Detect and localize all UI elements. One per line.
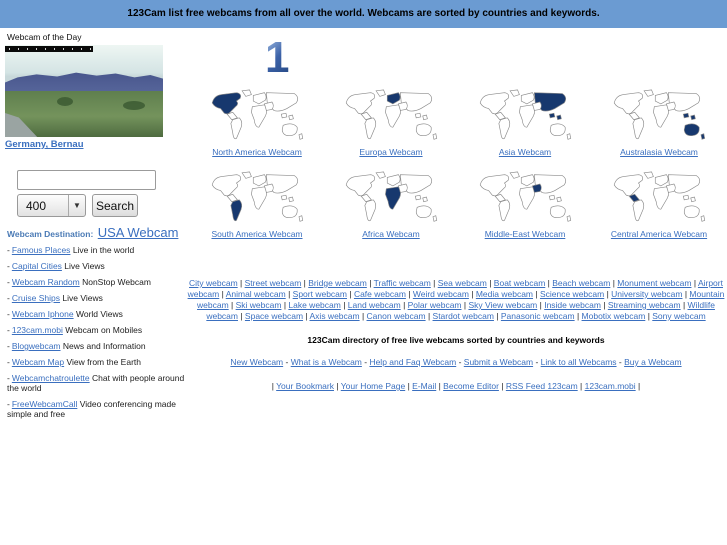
directory-tagline: 123Cam directory of free live webcams sorted by countries and keywords <box>307 335 605 345</box>
separator: | <box>281 300 289 310</box>
separator: | <box>682 289 690 299</box>
search-input[interactable] <box>17 170 156 190</box>
keyword-link[interactable]: Streaming webcam <box>607 300 681 310</box>
keyword-link[interactable]: Panasonic webcam <box>500 311 575 321</box>
region-cell <box>592 88 726 168</box>
separator: | <box>340 300 348 310</box>
nav-link[interactable]: What is a Webcam <box>290 357 362 367</box>
webcam-of-day-title: Webcam of the Day <box>7 32 82 42</box>
sidebar-link[interactable]: Famous Places <box>11 245 71 255</box>
separator: | <box>577 381 585 391</box>
nav-link[interactable]: Submit a Webcam <box>463 357 534 367</box>
keyword-link[interactable]: Sea webcam <box>437 278 487 288</box>
sidebar-link[interactable]: Blogwebcam <box>11 341 61 351</box>
footer-link[interactable]: Become Editor <box>443 381 499 391</box>
sidebar-list-item <box>7 293 187 303</box>
keyword-link[interactable]: Wildlife webcam <box>206 300 715 321</box>
region-cell <box>190 170 324 250</box>
chevron-down-icon: ▼ <box>68 195 85 216</box>
separator: | <box>645 311 653 321</box>
region-cell <box>190 88 324 168</box>
keyword-link[interactable]: Sony webcam <box>652 311 706 321</box>
separator: | <box>303 311 310 321</box>
webcam-of-day-link[interactable]: Germany, Bernau <box>5 139 84 150</box>
world-map-thumbnail-north-america[interactable] <box>204 88 310 144</box>
region-map-grid <box>190 88 727 252</box>
footer-link[interactable]: E-Mail <box>412 381 437 391</box>
separator: | <box>405 289 413 299</box>
list-dash: - <box>7 261 10 271</box>
keyword-link[interactable]: Cafe webcam <box>353 289 406 299</box>
keyword-link[interactable]: Monument webcam <box>617 278 692 288</box>
nav-link[interactable]: Buy a Webcam <box>624 357 682 367</box>
separator: - <box>533 357 541 367</box>
separator: | <box>680 300 688 310</box>
keyword-link[interactable]: Traffic webcam <box>373 278 431 288</box>
banner-text: 123Cam list free webcams from all over the world. Webcams are sorted by countries and keywords. <box>127 8 600 19</box>
photo-bush <box>57 97 73 106</box>
separator: - <box>616 357 625 367</box>
list-dash: - <box>7 277 10 287</box>
webcam-of-day-image[interactable] <box>5 45 163 137</box>
sidebar-list-item <box>7 325 187 335</box>
region-link-central-america[interactable]: Central America Webcam <box>610 229 708 239</box>
separator: | <box>486 278 494 288</box>
separator: | <box>537 300 545 310</box>
region-link-middle-east[interactable]: Middle-East Webcam <box>484 229 566 239</box>
separator: | <box>271 381 277 391</box>
sidebar-link-desc: Live Views <box>62 293 103 303</box>
region-link-australasia[interactable]: Australasia Webcam <box>620 147 698 157</box>
region-cell <box>324 170 458 250</box>
world-map-thumbnail-africa[interactable] <box>338 170 444 226</box>
sidebar-list-item <box>7 261 187 271</box>
world-map-thumbnail-asia[interactable] <box>472 88 578 144</box>
separator: | <box>635 381 641 391</box>
region-cell <box>592 170 726 250</box>
webcam-of-day-caption <box>5 139 84 150</box>
keyword-link[interactable]: Street webcam <box>244 278 302 288</box>
results-count-value: 400 <box>26 198 47 213</box>
sidebar-link[interactable]: 123cam.mobi <box>11 325 63 335</box>
keyword-link[interactable]: Inside webcam <box>544 300 601 310</box>
region-cell <box>458 170 592 250</box>
sidebar-list-item <box>7 309 187 319</box>
results-count-select[interactable] <box>17 194 86 217</box>
keyword-link[interactable]: Bridge webcam <box>308 278 367 288</box>
keyword-link[interactable]: Axis webcam <box>309 311 360 321</box>
search-button[interactable]: Search <box>92 194 138 217</box>
separator: | <box>228 300 236 310</box>
sidebar-link-desc: World Views <box>75 309 123 319</box>
separator: | <box>347 289 354 299</box>
separator: | <box>533 289 540 299</box>
keyword-link[interactable]: Space webcam <box>244 311 304 321</box>
footer-link[interactable]: Your Home Page <box>340 381 406 391</box>
page-number: 1 <box>265 36 305 80</box>
separator: | <box>498 381 506 391</box>
sidebar-link-desc: Live Views <box>64 261 105 271</box>
sidebar-link-desc: NonStop Webcam <box>82 277 151 287</box>
list-dash: - <box>7 309 10 319</box>
sidebar-link[interactable]: Webcam Iphone <box>11 309 74 319</box>
photo-timestamp-bar <box>5 46 93 52</box>
keyword-link[interactable]: Beach webcam <box>552 278 611 288</box>
keyword-link[interactable]: Mobotix webcam <box>581 311 646 321</box>
keyword-link[interactable]: Polar webcam <box>407 300 462 310</box>
sidebar-link-desc: View from the Earth <box>66 357 141 367</box>
keyword-link[interactable]: Animal webcam <box>225 289 286 299</box>
region-cell <box>458 88 592 168</box>
world-map-thumbnail-middle-east[interactable] <box>472 170 578 226</box>
keyword-link[interactable]: Weird webcam <box>412 289 469 299</box>
keyword-link[interactable]: Ski webcam <box>235 300 282 310</box>
keyword-link[interactable]: Land webcam <box>347 300 401 310</box>
list-dash: - <box>7 399 10 409</box>
separator: | <box>219 289 226 299</box>
footer-link[interactable]: 123cam.mobi <box>584 381 636 391</box>
footer-link[interactable]: Your Bookmark <box>276 381 334 391</box>
world-map-thumbnail-europe[interactable] <box>338 88 444 144</box>
keyword-link[interactable]: Canon webcam <box>366 311 426 321</box>
keyword-link[interactable]: City webcam <box>189 278 238 288</box>
sidebar-link[interactable]: Webcamchatroulette <box>11 373 90 383</box>
region-link-africa[interactable]: Africa Webcam <box>362 229 420 239</box>
list-dash: - <box>7 293 10 303</box>
separator: - <box>283 357 291 367</box>
top-banner <box>0 0 727 28</box>
region-link-asia[interactable]: Asia Webcam <box>498 147 552 157</box>
world-map-thumbnail-australasia[interactable] <box>606 88 712 144</box>
destination-label: Webcam Destination: <box>7 229 94 239</box>
nav-link[interactable]: Link to all Webcams <box>540 357 617 367</box>
separator: | <box>430 278 438 288</box>
sidebar-list-item <box>7 341 187 351</box>
keyword-link[interactable]: Stardot webcam <box>432 311 494 321</box>
sidebar-list-item <box>7 399 187 419</box>
footer-links <box>185 381 727 391</box>
keyword-link[interactable]: Mountain webcam <box>197 289 725 310</box>
separator: - <box>456 357 464 367</box>
webcam-destination <box>7 224 190 242</box>
site-nav-links <box>185 357 727 367</box>
sidebar-link[interactable]: Webcam Map <box>11 357 65 367</box>
separator: | <box>461 300 469 310</box>
sidebar-link[interactable]: Cruise Ships <box>11 293 61 303</box>
sidebar-link-desc: News and Information <box>62 341 146 351</box>
region-link-europe[interactable]: Europa Webcam <box>359 147 423 157</box>
separator: | <box>468 289 476 299</box>
world-map-thumbnail-south-america[interactable] <box>204 170 310 226</box>
list-dash: - <box>7 325 10 335</box>
keyword-link[interactable]: University webcam <box>611 289 683 299</box>
keyword-link-list <box>185 278 727 322</box>
keyword-link[interactable]: Sky View webcam <box>468 300 538 310</box>
list-dash: - <box>7 245 10 255</box>
sidebar-list-item <box>7 277 187 287</box>
separator: | <box>493 311 501 321</box>
separator: | <box>359 311 367 321</box>
nav-link[interactable]: New Webcam <box>230 357 284 367</box>
list-dash: - <box>7 373 10 383</box>
list-dash: - <box>7 357 10 367</box>
nav-link[interactable]: Help and Faq Webcam <box>369 357 457 367</box>
separator: - <box>361 357 370 367</box>
separator: | <box>237 311 245 321</box>
separator: | <box>610 278 618 288</box>
keyword-link[interactable]: Airport webcam <box>187 278 723 299</box>
separator: | <box>400 300 408 310</box>
sidebar-link[interactable]: Webcam Random <box>11 277 80 287</box>
keyword-link[interactable]: Science webcam <box>539 289 605 299</box>
sidebar-link-list <box>7 245 187 425</box>
separator: | <box>545 278 553 288</box>
sidebar-list-item <box>7 357 187 367</box>
separator: | <box>691 278 698 288</box>
footer-link[interactable]: RSS Feed 123cam <box>505 381 578 391</box>
region-link-south-america[interactable]: South America Webcam <box>211 229 303 239</box>
separator: | <box>333 381 341 391</box>
sidebar-link-desc: Chat with people around the world <box>7 373 185 393</box>
sidebar-link-desc: Webcam on Mobiles <box>65 325 143 335</box>
world-map-thumbnail-central-america[interactable] <box>606 170 712 226</box>
separator: | <box>285 289 293 299</box>
sidebar-link[interactable]: Capital Cities <box>11 261 62 271</box>
separator: | <box>366 278 374 288</box>
keyword-link[interactable]: Lake webcam <box>288 300 341 310</box>
sidebar-link-desc: Video conferencing made simple and free <box>7 399 176 419</box>
sidebar-link[interactable]: FreeWebcamCall <box>11 399 78 409</box>
sidebar-list-item <box>7 373 187 393</box>
separator: | <box>237 278 245 288</box>
list-dash: - <box>7 341 10 351</box>
separator: | <box>436 381 444 391</box>
region-link-north-america[interactable]: North America Webcam <box>212 147 302 157</box>
keyword-link[interactable]: Sport webcam <box>292 289 347 299</box>
separator: | <box>604 289 612 299</box>
sidebar-list-item <box>7 245 187 255</box>
separator: | <box>574 311 582 321</box>
photo-bush <box>123 101 145 110</box>
usa-webcam-link[interactable]: USA Webcam <box>97 225 179 240</box>
region-cell <box>324 88 458 168</box>
separator: | <box>405 381 413 391</box>
keyword-link[interactable]: Media webcam <box>475 289 534 299</box>
sidebar-link-desc: Live in the world <box>72 245 135 255</box>
separator: | <box>425 311 433 321</box>
keyword-link[interactable]: Boat webcam <box>493 278 546 288</box>
separator: | <box>301 278 309 288</box>
separator: | <box>600 300 608 310</box>
